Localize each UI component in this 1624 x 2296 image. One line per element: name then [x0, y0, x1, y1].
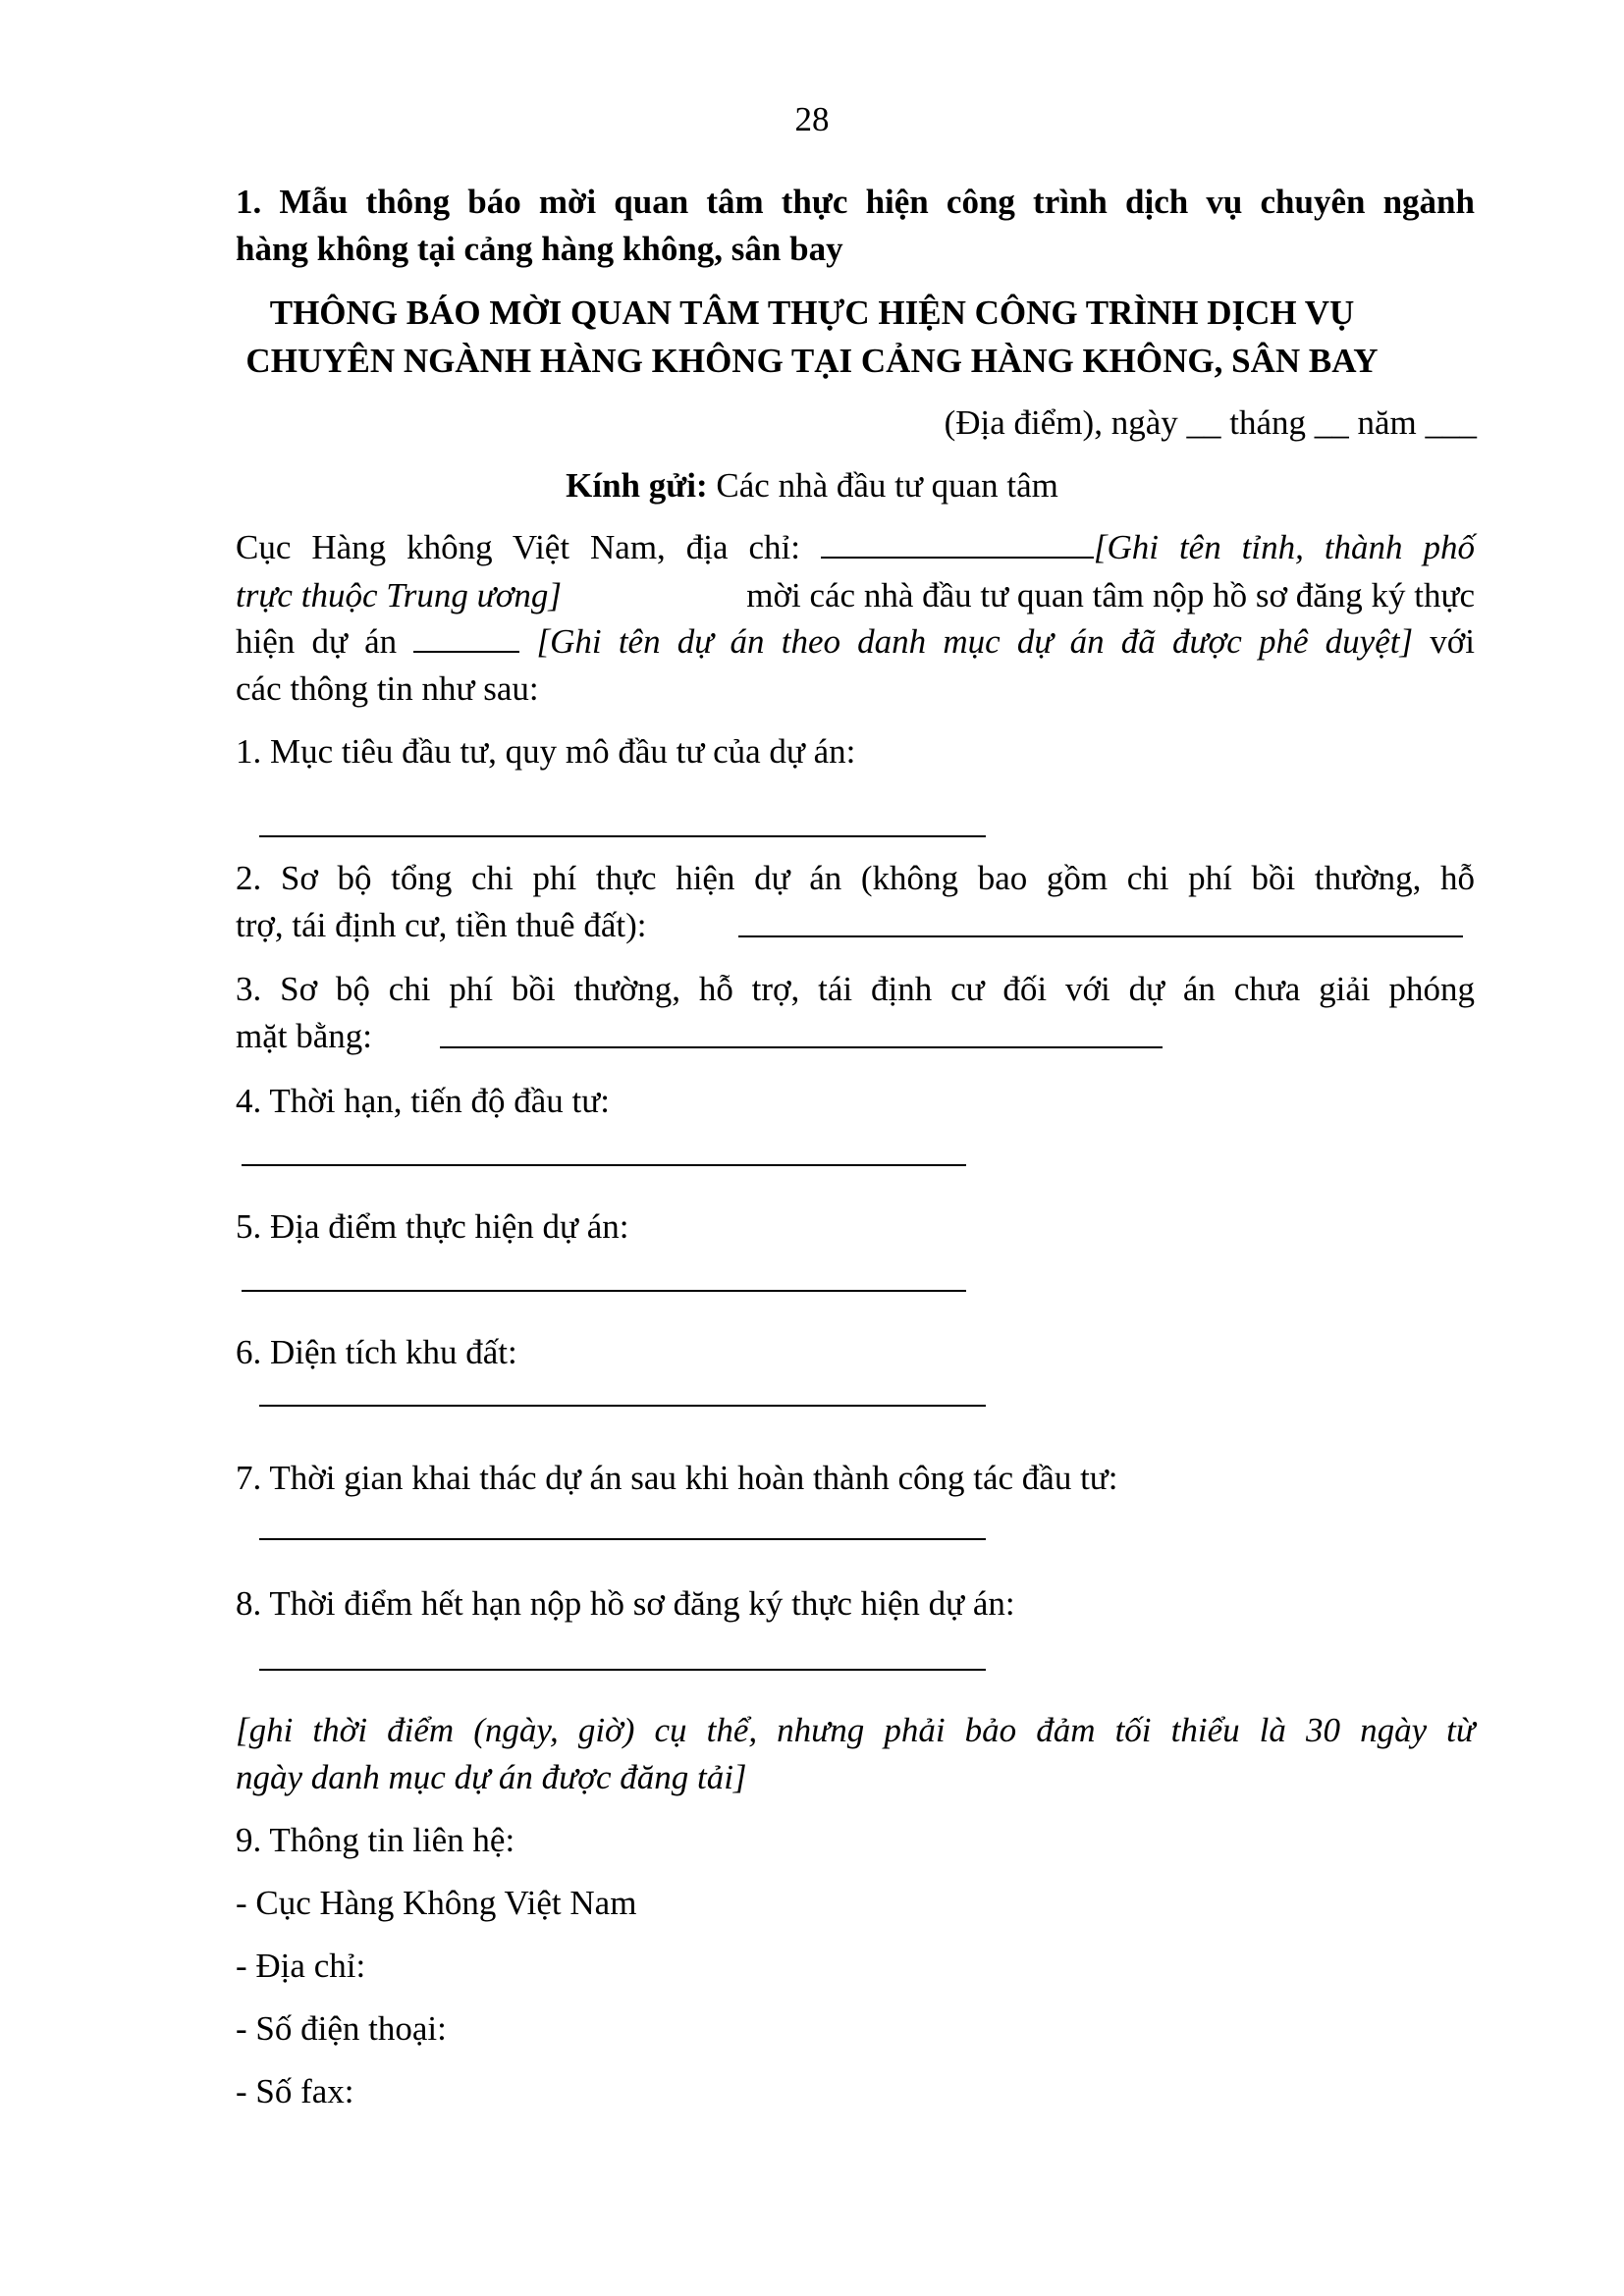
item-8-blank: [259, 1669, 986, 1671]
deadline-note-line-1: [ghi thời điểm (ngày, giờ) cụ thể, nhưng phải bảo đảm tối thiểu là 30 ngày từ: [236, 1711, 1475, 1749]
item-3-line-1: 3. Sơ bộ chi phí bồi thường, hỗ trợ, tái định cư đối với dự án chưa giải phóng: [236, 970, 1475, 1008]
item-4-blank: [242, 1164, 966, 1166]
item-4-label: 4. Thời hạn, tiến độ đầu tư:: [236, 1082, 610, 1120]
recipient-value: Các nhà đầu tư quan tâm: [716, 466, 1058, 505]
intro-text: mời các nhà đầu tư quan tâm nộp hồ sơ đăng ký thực: [746, 576, 1475, 614]
item-3-line-2: mặt bằng:: [236, 1017, 372, 1055]
intro-line-3: [236, 624, 1475, 659]
notice-title-line-1: THÔNG BÁO MỜI QUAN TÂM THỰC HIỆN CÔNG TRÌNH DỊCH VỤ: [269, 294, 1355, 332]
item-2-blank: [738, 935, 1463, 937]
intro-line-2: [236, 578, 1475, 613]
deadline-note-line-2: ngày danh mục dự án được đăng tải]: [236, 1758, 747, 1796]
intro-line-1: [236, 530, 1475, 564]
intro-text: với: [1430, 622, 1476, 661]
item-1-label: 1. Mục tiêu đầu tư, quy mô đầu tư của dự án:: [236, 732, 856, 771]
item-1-blank: [259, 835, 986, 837]
province-blank: [821, 556, 1094, 559]
item-6-label: 6. Diện tích khu đất:: [236, 1333, 517, 1371]
project-blank: [413, 650, 519, 653]
section-title-line-2: hàng không tại cảng hàng không, sân bay: [236, 230, 843, 268]
date-line: (Địa điểm), ngày __ tháng __ năm ___: [944, 403, 1477, 442]
intro-text: hiện dự án: [236, 622, 398, 661]
item-8-label: 8. Thời điểm hết hạn nộp hồ sơ đăng ký thực hiện dự án:: [236, 1584, 1015, 1623]
item-7-blank: [259, 1538, 986, 1540]
item-2-line-2: trợ, tái định cư, tiền thuê đất):: [236, 906, 647, 944]
item-6-blank: [259, 1405, 986, 1407]
contact-org: - Cục Hàng Không Việt Nam: [236, 1884, 637, 1922]
recipient-label: Kính gửi:: [566, 466, 708, 505]
intro-line-4: các thông tin như sau:: [236, 669, 539, 708]
contact-phone: - Số điện thoại:: [236, 2009, 447, 2048]
item-3-blank: [440, 1046, 1163, 1048]
intro-text: Cục Hàng không Việt Nam, địa chỉ:: [236, 528, 800, 566]
item-5-blank: [242, 1290, 966, 1292]
province-hint: [Ghi tên tỉnh, thành phố: [1093, 528, 1475, 566]
item-2-line-1: 2. Sơ bộ tổng chi phí thực hiện dự án (không bao gồm chi phí bồi thường, hỗ: [236, 859, 1475, 897]
section-title-line-1: 1. Mẫu thông báo mời quan tâm thực hiện công trình dịch vụ chuyên ngành: [236, 183, 1475, 221]
page-number: 28: [794, 100, 830, 138]
item-7-label: 7. Thời gian khai thác dự án sau khi hoàn thành công tác đầu tư:: [236, 1459, 1118, 1497]
item-9-label: 9. Thông tin liên hệ:: [236, 1821, 515, 1859]
notice-title-line-2: CHUYÊN NGÀNH HÀNG KHÔNG TẠI CẢNG HÀNG KHÔNG, SÂN BAY: [245, 342, 1379, 380]
contact-address: - Địa chỉ:: [236, 1947, 366, 1985]
contact-fax: - Số fax:: [236, 2072, 354, 2110]
province-hint-cont: trực thuộc Trung ương]: [236, 576, 563, 614]
project-hint: [Ghi tên dự án theo danh mục dự án đã được phê duyệt]: [536, 622, 1414, 661]
item-5-label: 5. Địa điểm thực hiện dự án:: [236, 1207, 629, 1246]
recipient-line: [0, 468, 1624, 503]
